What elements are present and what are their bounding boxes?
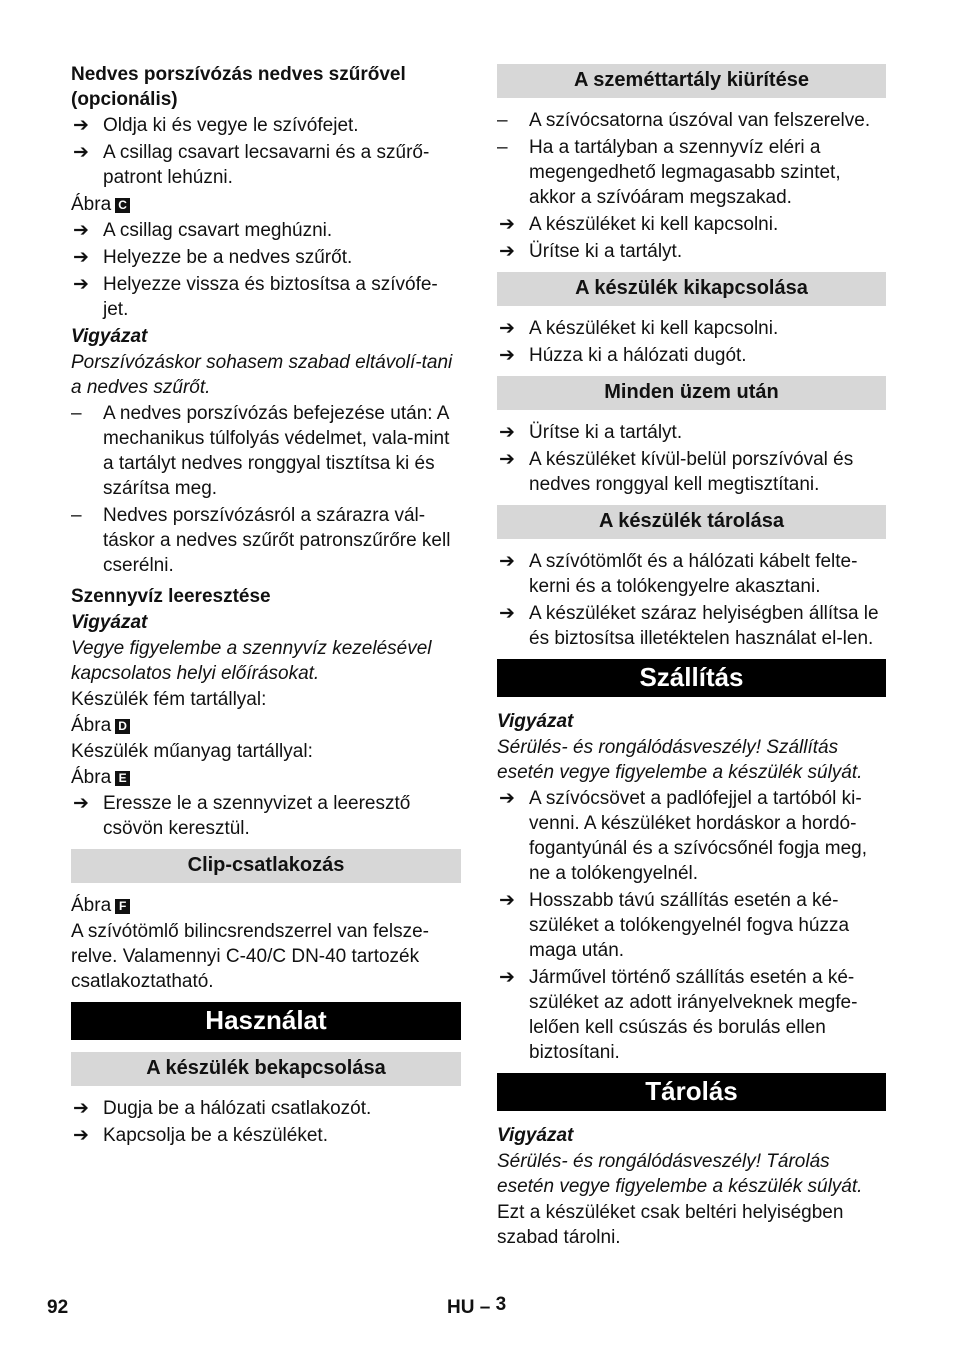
caution-label: Vigyázat xyxy=(71,612,148,633)
list-item: ➔ Ürítse ki a tartályt. xyxy=(499,241,683,262)
list-item: – A szívócsatorna úszóval van felszerelve. xyxy=(497,110,871,131)
list-item: ➔ A készüléket kívül-belül porszívóval és nedves ronggyal kell megtisztítani. xyxy=(499,449,854,495)
section-heading-empty-container: A szeméttartály kiürítése xyxy=(497,64,886,98)
figure-ref-e: Ábra E xyxy=(71,765,461,790)
dash-marker: – xyxy=(497,137,508,158)
section-heading-wet-vacuum: Nedves porszívózás nedves szűrővel (opcionális) xyxy=(71,64,406,110)
arrow-icon: ➔ xyxy=(73,1125,89,1146)
list-item: ➔ Eressze le a szennyvizet a leeresztő csövön keresztül. xyxy=(73,793,411,839)
section-heading-device-storage: A készülék tárolása xyxy=(497,505,886,539)
caution-label: Vigyázat xyxy=(497,1125,574,1146)
arrow-icon: ➔ xyxy=(499,449,515,470)
caution-text: Porszívózáskor sohasem szabad eltávolí-tani a nedves szűrőt. xyxy=(71,352,453,398)
caution-label: Vigyázat xyxy=(71,326,148,347)
list-item: ➔ Járművel történő szállítás esetén a ké-szüléket az adott irányelveknek megfe-lelően kell csúszás és borulás ellen biztosítani. xyxy=(499,967,858,1063)
dash-marker: – xyxy=(497,110,508,131)
figure-ref-d: Ábra D xyxy=(71,713,461,738)
arrow-icon: ➔ xyxy=(499,214,515,235)
caution-text: Sérülés- és rongálódásveszély! Szállítás esetén vegye figyelembe a készülék súlyát. xyxy=(497,737,863,783)
list-item: ➔ Hosszabb távú szállítás esetén a ké-szüléket a tolókengyelnél fogva húzza maga után. xyxy=(499,890,850,961)
list-item: ➔ A készüléket ki kell kapcsolni. xyxy=(499,214,779,235)
section-heading-clip: Clip-csatlakozás xyxy=(71,849,461,883)
caution-text: Vegye figyelembe a szennyvíz kezelésével kapcsolatos helyi előírásokat. xyxy=(71,638,432,684)
caution-label: Vigyázat xyxy=(497,711,574,732)
list-item: – A nedves porszívózás befejezése után: A mechanikus túlfolyás védelmet, vala-mint a tartályt nedves ronggyal tisztítsa ki és szárítsa meg. xyxy=(71,403,450,499)
list-item: ➔ Kapcsolja be a készüléket. xyxy=(73,1125,328,1146)
list-item: – Ha a tartályban a szennyvíz eléri a megengedhető legmagasabb szintet, akkor a szívóáram megszakad. xyxy=(497,137,841,208)
footer-language-page: HU – 3 xyxy=(447,1294,507,1318)
figure-c-badge: C xyxy=(115,198,130,213)
arrow-icon: ➔ xyxy=(73,274,89,295)
arrow-icon: ➔ xyxy=(499,603,515,624)
list-item: ➔ Húzza ki a hálózati dugót. xyxy=(499,345,747,366)
arrow-icon: ➔ xyxy=(499,241,515,262)
arrow-icon: ➔ xyxy=(73,247,89,268)
figure-d-badge: D xyxy=(115,719,130,734)
arrow-icon: ➔ xyxy=(73,220,89,241)
list-item: ➔ Helyezze vissza és biztosítsa a szívófe-jet. xyxy=(73,274,438,320)
list-item: ➔ Dugja be a hálózati csatlakozót. xyxy=(73,1098,372,1119)
list-item: ➔ A csillag csavart lecsavarni és a szűrő-patront lehúzni. xyxy=(73,142,430,188)
page-number: 92 xyxy=(47,1297,69,1318)
left-column xyxy=(71,62,461,1150)
list-item: ➔ Helyezze be a nedves szűrőt. xyxy=(73,247,353,268)
arrow-icon: ➔ xyxy=(499,967,515,988)
figure-ref-c: Ábra C xyxy=(71,192,461,217)
arrow-icon: ➔ xyxy=(73,142,89,163)
arrow-icon: ➔ xyxy=(499,345,515,366)
list-item: – Nedves porszívózásról a szárazra vál-táskor a nedves szűrőt patronszűrőre kell cserélni. xyxy=(71,505,451,576)
arrow-icon: ➔ xyxy=(499,318,515,339)
section-heading-drain: Szennyvíz leeresztése xyxy=(71,586,271,607)
arrow-icon: ➔ xyxy=(73,793,89,814)
section-heading-switch-on: A készülék bekapcsolása xyxy=(71,1052,461,1086)
chapter-heading-transport: Szállítás xyxy=(497,659,886,697)
arrow-icon: ➔ xyxy=(499,551,515,572)
figure-e-badge: E xyxy=(115,771,130,786)
arrow-icon: ➔ xyxy=(499,890,515,911)
storage-text: Ezt a készüléket csak beltéri helyiségben szabad tárolni. xyxy=(497,1202,844,1248)
metal-container-note: Készülék fém tartállyal: xyxy=(71,689,267,710)
list-item: ➔ A szívócsövet a padlófejjel a tartóból ki-venni. A készüléket hordáskor a hordó-fogantyúnál és a szívócsőnél fogja meg, ne a tolókengyelnél. xyxy=(499,788,867,884)
figure-ref-f: Ábra F xyxy=(71,893,461,918)
right-column xyxy=(497,62,886,1251)
figure-f-badge: F xyxy=(115,899,130,914)
list-item: ➔ A készüléket száraz helyiségben állítsa le és biztosítsa illetéktelen használat el-len. xyxy=(499,603,879,649)
dash-marker: – xyxy=(71,403,82,424)
chapter-heading-storage: Tárolás xyxy=(497,1073,886,1111)
caution-text: Sérülés- és rongálódásveszély! Tárolás esetén vegye figyelembe a készülék súlyát. xyxy=(497,1151,863,1197)
list-item: ➔ A szívótömlőt és a hálózati kábelt felte-kerni és a tolókengyelre akasztani. xyxy=(499,551,858,597)
chapter-heading-use: Használat xyxy=(71,1002,461,1040)
list-item: ➔ A készüléket ki kell kapcsolni. xyxy=(499,318,779,339)
section-heading-after-operation: Minden üzem után xyxy=(497,376,886,410)
list-item: ➔ Oldja ki és vegye le szívófejet. xyxy=(73,115,359,136)
arrow-icon: ➔ xyxy=(499,788,515,809)
plastic-container-note: Készülék műanyag tartállyal: xyxy=(71,741,313,762)
clip-text: A szívótömlő bilincsrendszerrel van felsze-relve. Valamennyi C-40/C DN-40 tartozék csatlakoztatható. xyxy=(71,921,429,992)
arrow-icon: ➔ xyxy=(499,422,515,443)
dash-marker: – xyxy=(71,505,82,526)
arrow-icon: ➔ xyxy=(73,115,89,136)
arrow-icon: ➔ xyxy=(73,1098,89,1119)
section-heading-switch-off: A készülék kikapcsolása xyxy=(497,272,886,306)
list-item: ➔ Ürítse ki a tartályt. xyxy=(499,422,683,443)
list-item: ➔ A csillag csavart meghúzni. xyxy=(73,220,333,241)
